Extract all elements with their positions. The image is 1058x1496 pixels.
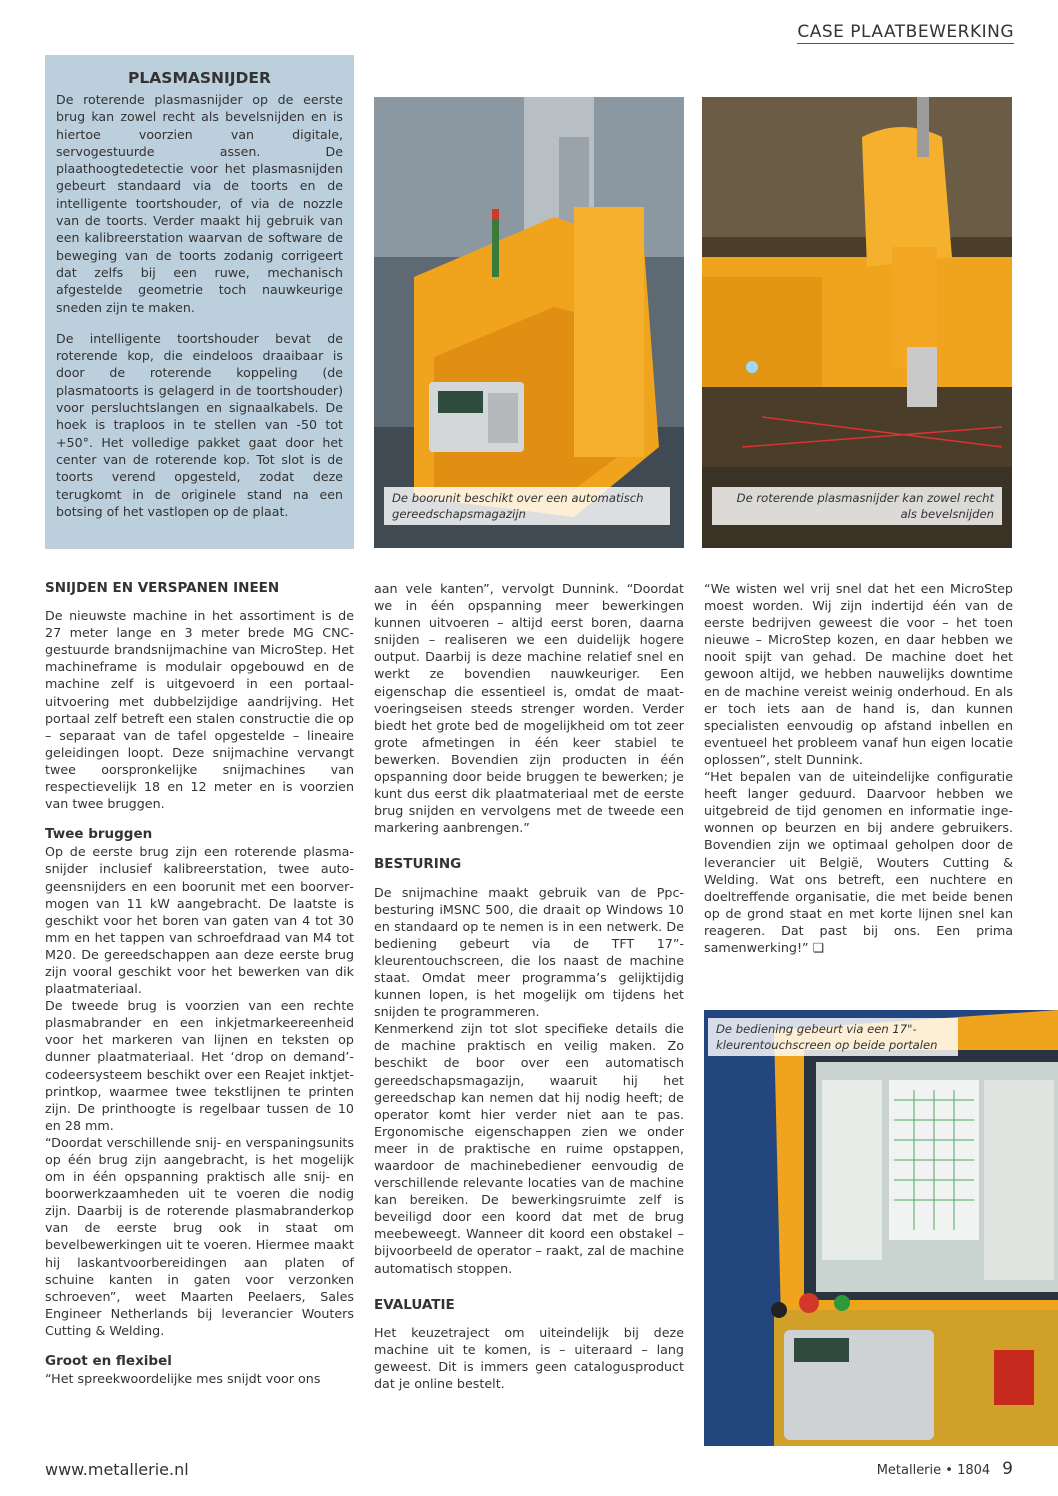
sidebar-title: PLASMASNIJDER bbox=[128, 69, 271, 87]
body-paragraph: “Het spreekwoordelijke mes snijdt voor ons bbox=[45, 1371, 321, 1387]
photo-caption: De boorunit beschikt over een automatisch gereedschapsmagazijn bbox=[384, 487, 670, 525]
text-column-2 bbox=[374, 580, 684, 1392]
plasma-cutter-image bbox=[702, 97, 1012, 548]
body-paragraph: Kenmerkend zijn tot slot specifieke details die de machine praktisch en veilig maken. Zo beschikt de boor over een automatisch gereedschapsmagazijn, waaruit hij het gereedschap kan nemen dat hij nodig heeft; de operator komt hier verder niet aan te pas. Ergonomische eigenschappen zien we onder meer in de praktische en ruime opstappen, waardoor de machinebediener eenvoudig de verschillende relevante locaties van de machine kan bereiken. De bewerkingsruimte zelf is beveiligd door een koord dat met de brug meebeweegt. Wanneer dit koord een obstakel – bijvoorbeeld de operator – raakt, zal de machine automatisch stoppen. bbox=[374, 1021, 684, 1276]
sidebar-paragraph: De roterende plasmasnijder op de eerste brug kan zowel recht als bevelsnijden en is hiertoe voorzien van digitale, servogestuurde assen. De plaathoogtedetectie voor het plasmasnijden gebeurt standaard via de toorts en de intelligente toortshouder, of via de nozzle van de toorts. Verder maakt hij gebruik van een kalibreerstation waarvan de software de beweging van de toorts zodanig corrigeert dat zelfs bij een ruwe, mechanisch afgestelde geometrie toch nauwkeurige sneden zijn te maken. bbox=[56, 92, 343, 315]
text-column-3 bbox=[704, 580, 1013, 956]
body-paragraph: “Doordat verschillende snij- en verspaningsunits op één brug zijn aangebracht, is het mogelijk om in één opspanning praktisch alle snij- en boorwerkzaamheden uit te voeren die nodig zijn. Daarbij is de roterende plasmabranderkop van de eerste brug ook in staat om bevelbewerkingen uit te voeren. Hiermee maakt hij laskantvoorbereidingen aan platen of schuine kanten in gaten voor verzonken schroeven”, weet Maarten Peelaers, Sales Engineer Netherlands bij leverancier Wouters Cutting & Welding. bbox=[45, 1134, 354, 1338]
body-paragraph: “Het bepalen van de uiteindelijke configuratie heeft langer geduurd. Daarvoor hebben we uitgebreid de tijd genomen en informatie ingewonnen op beurzen en bij andere gebruikers. Bovendien zijn we optimaal geholpen door de leverancier uit België, Wouters Cutting & Welding. Wat ons betreft, een nuchtere en doeltreffende organisatie, die met beide benen op de grond staat en met korte lijnen snel kan reageren. Dat past bij ons. Een prima samenwerking!” ❑ bbox=[704, 769, 1013, 955]
section-heading: BESTURING bbox=[374, 856, 462, 873]
photo-caption: De roterende plasmasnijder kan zowel recht als bevelsnijden bbox=[712, 487, 1002, 525]
photo-plasma-cutter bbox=[702, 97, 1012, 548]
section-header: CASE PLAATBEWERKING bbox=[797, 22, 1014, 42]
issue-label: Metallerie • 1804 bbox=[876, 1463, 991, 1478]
website-link[interactable]: www.metallerie.nl bbox=[45, 1460, 189, 1479]
sidebar-paragraph: De intelligente toortshouder bevat de roterende kop, die eindeloos draaibaar is door de roterende koppeling (de plasmatoorts is gelagerd in de toortshouder) voor persluchtslangen en signaalkabels. De hoek is traploos in te stellen van -50 tot +50°. Het volledige pakket gaat door het center van de roterende kop. Tot slot is de toorts verend opgesteld, zodat deze terugkomt in de originele stand na een botsing of het vastlopen op de plaat. bbox=[56, 330, 343, 519]
body-paragraph: aan vele kanten”, vervolgt Dunnink. “Doordat we in één opspanning meer bewerkingen kunnen uitvoeren – altijd eerst boren, daarna snijden – realiseren we een duidelijk hogere output. Daarbij is deze machine relatief snel en werkt ze bovendien nauwkeuriger. Een eigenschap die essentieel is, omdat de maatvoeringseisen steeds strenger worden. Verder biedt het grote bed de mogelijkheid om tot zeer grote afmetingen in één keer stabiel te bewerken. Bovendien zijn producten in één opspanning door beide bruggen te bewerken; je kunt dus eerst dik plaatmateriaal met de eerste brug snijden en vervolgens met de tweede een markering aanbrengen.” bbox=[374, 581, 684, 836]
body-paragraph: “We wisten wel vrij snel dat het een MicroStep moest worden. Wij zijn indertijd één van de eerste bedrijven geweest die voor – het toen nieuwe – MicroStep kozen, en daar hebben we nooit spijt van gehad. De machine doet het gewoon altijd, we hebben nauwelijks downtime en de machine vereist weinig onderhoud. En als er toch iets aan de hand is, dan kunnen specialisten eenvoudig op afstand inbellen en eventueel het probleem vanaf hun eigen locatie oplossen”, stelt Dunnink. bbox=[704, 581, 1013, 767]
section-heading: SNIJDEN EN VERSPANEN INEEN bbox=[45, 580, 280, 596]
touchscreen-image bbox=[704, 1010, 1058, 1446]
photo-drilling-unit bbox=[374, 97, 684, 548]
text-column-1 bbox=[45, 580, 354, 1387]
body-paragraph: Het keuzetraject om uiteindelijk bij deze machine uit te komen, is – uiteraard – lang geweest. Dit is immers geen catalogusproduct dat je online bestelt. bbox=[374, 1324, 684, 1392]
section-heading: EVALUATIE bbox=[374, 1296, 455, 1313]
subheading: Groot en flexibel bbox=[45, 1353, 172, 1370]
photo-caption: De bediening gebeurt via een 17"-kleurentouchscreen op beide portalen bbox=[708, 1018, 958, 1056]
page-number: 9 bbox=[1002, 1459, 1013, 1479]
subheading: Twee bruggen bbox=[45, 826, 153, 843]
drilling-unit-image bbox=[374, 97, 684, 548]
body-paragraph: De nieuwste machine in het assortiment is de 27 meter lange en 3 meter brede MG CNC-gestuurde brandsnijmachine van MicroStep. Het machineframe is modulair opgebouwd en de machine zelf is uitgevoerd in een portaaluitvoering met dubbelzijdige aandrijving. Het portaal zelf betreft een stalen constructie die op – separaat van de tafel opgestelde – lineaire geleidingen loopt. Deze snijmachine vervangt twee oorspronkelijke snijmachines van respectievelijk 18 en 12 meter en is voorzien van twee bruggen. bbox=[45, 608, 354, 812]
footer-issue-info bbox=[877, 1459, 1013, 1479]
photo-touchscreen bbox=[704, 1010, 1058, 1446]
body-paragraph: Op de eerste brug zijn een roterende plasmasnijder inclusief kalibreerstation, twee autogeensnijders en een boorunit met een boorvermogen van 11 kW aangebracht. De laatste is geschikt voor het boren van gaten van 4 tot 30 mm en het tappen van schroefdraad van M4 tot M20. De gereedschappen aan deze eerste brug zijn vooral geschikt voor het bewerken van dik plaatmateriaal. bbox=[45, 844, 354, 997]
body-paragraph: De tweede brug is voorzien van een rechte plasmabrander en een inkjetmarkeereenheid voor het markeren van lijnen en teksten op dunner plaatmateriaal. Het ‘drop on demand’-codeersysteem beschikt over een Reajet inktjetprintkop, waarmee twee tekstlijnen te printen zijn. De printhoogte is regelbaar tussen de 10 en 28 mm. bbox=[45, 998, 354, 1133]
plasmasnijder-sidebar bbox=[45, 55, 354, 549]
body-paragraph: De snijmachine maakt gebruik van de Ppc-besturing iMSNC 500, die draait op Windows 10 en standaard op te nemen is in een netwerk. De bediening gebeurt via de TFT 17”-kleurentouchscreen, die los naast de machine staat. Omdat meer programma’s gelijktijdig kunnen lopen, is het mogelijk om tijdens het snijden te programmeren. bbox=[374, 884, 684, 1020]
